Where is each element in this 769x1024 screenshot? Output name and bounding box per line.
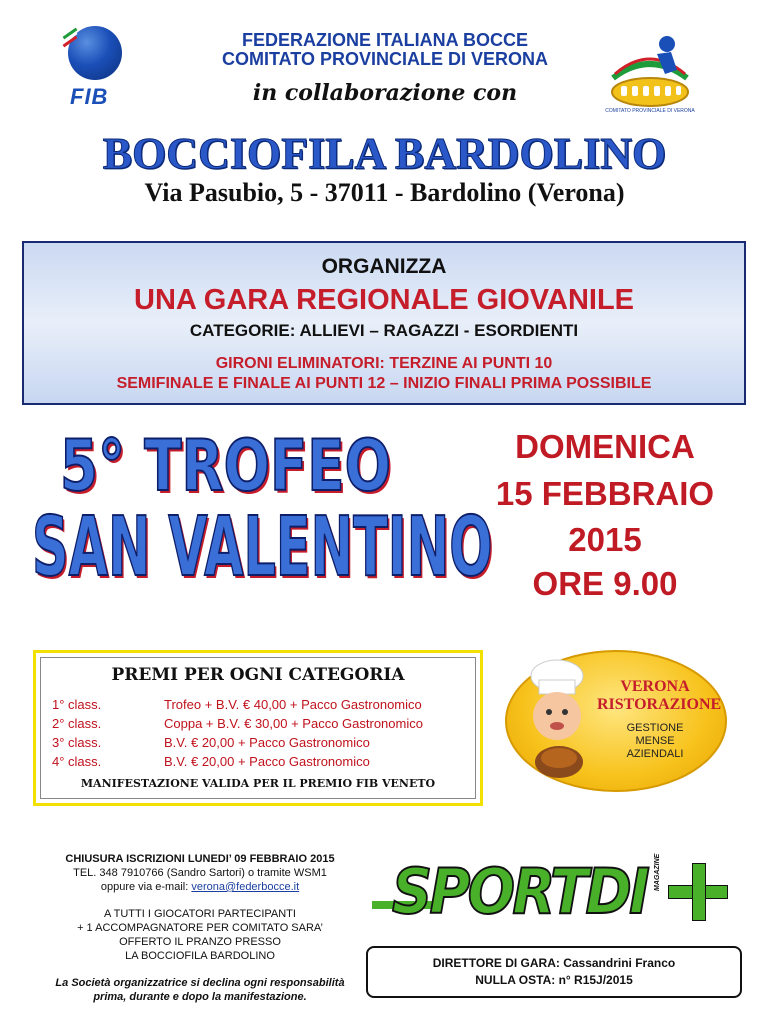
comitato-logo-caption: COMITATO PROVINCIALE DI VERONA: [605, 108, 695, 114]
email-link[interactable]: verona@federbocce.it: [191, 881, 300, 893]
club-name: BOCCIOFILA BARDOLINO: [102, 129, 667, 178]
nulla-osta-line: NULLA OSTA: n° R15J/2015: [475, 973, 633, 987]
sponsor-line4: MENSE: [635, 735, 675, 747]
direttore-line: DIRETTORE DI GARA: Cassandrini Franco: [432, 956, 676, 970]
date-day: DOMENICA: [515, 428, 695, 465]
event-title: UNA GARA REGIONALE GIOVANILE: [134, 284, 634, 316]
categories-text: CATEGORIE: ALLIEVI – RAGAZZI - ESORDIENTI: [189, 321, 579, 340]
date-year: 2015: [568, 521, 642, 558]
rule-gironi: GIRONI ELIMINATORI: TERZINE AI PUNTI 10: [215, 355, 553, 372]
sportdi-logo: [372, 853, 732, 928]
prize-class: 1° class.: [52, 697, 102, 712]
fib-logo-text: FIB: [70, 84, 109, 109]
prize-row: [52, 754, 370, 769]
prize-class: 3° class.: [52, 735, 102, 750]
prize-text: Trofeo + B.V. € 40,00 + Pacco Gastronomico: [164, 697, 422, 712]
iscrizioni-email-line: [30, 880, 370, 894]
sponsor-line1: VERONA: [620, 678, 690, 695]
iscrizioni-phone: TEL. 348 7910766 (Sandro Sartori) o tramite WSM1: [73, 867, 327, 879]
prize-row: [52, 716, 423, 731]
premi-box: [33, 650, 483, 806]
club-address: Via Pasubio, 5 - 37011 - Bardolino (Verona): [144, 178, 625, 207]
trofeo-line2: SAN VALENTINO: [32, 500, 493, 595]
prize-row: [52, 697, 422, 712]
email-prefix: oppure via e-mail:: [100, 881, 192, 893]
comitato-logo: [605, 30, 695, 115]
prize-row: [52, 735, 370, 750]
sponsor-line3: GESTIONE: [626, 722, 684, 734]
rule-finali: SEMIFINALE E FINALE AI PUNTI 12 – INIZIO FINALI PRIMA POSSIBILE: [116, 375, 652, 392]
date-date: 15 FEBBRAIO: [495, 475, 715, 512]
sponsor-line2: RISTORAZIONE: [597, 696, 722, 713]
plus-vertical-icon: [692, 863, 706, 921]
premi-title: PREMI PER OGNI CATEGORIA: [111, 665, 405, 685]
disclaimer-line1: La Società organizzatrice si declina ogni responsabilità: [55, 977, 345, 989]
pranzo-line1: A TUTTI I GIOCATORI PARTECIPANTI: [104, 908, 296, 920]
sponsor-line5: AZIENDALI: [626, 748, 684, 760]
disclaimer-line2: prima, durante e dopo la manifestazione.: [93, 991, 307, 1003]
pranzo-line2: + 1 ACCOMPAGNATORE PER COMITATO SARA’: [77, 922, 323, 934]
prize-class: 2° class.: [52, 716, 102, 731]
pranzo-line3: OFFERTO IL PRANZO PRESSO: [119, 936, 281, 948]
pranzo-line4: LA BOCCIOFILA BARDOLINO: [125, 950, 275, 962]
prize-text: Coppa + B.V. € 30,00 + Pacco Gastronomico: [164, 716, 423, 731]
direttore-box: [366, 946, 742, 998]
verona-ristorazione-logo: [505, 650, 723, 788]
organizza-box: [22, 241, 746, 405]
organizza-heading: ORGANIZZA: [321, 255, 447, 278]
federation-line2: COMITATO PROVINCIALE DI VERONA: [221, 49, 548, 69]
arena-bocce-icon: [605, 30, 695, 115]
prize-class: 4° class.: [52, 754, 102, 769]
premi-footer: MANIFESTAZIONE VALIDA PER IL PREMIO FIB VENETO: [80, 777, 436, 790]
trofeo-line1: 5° TROFEO: [60, 425, 392, 507]
magazine-label: MAGAZINE: [654, 853, 661, 891]
date-time: ORE 9.00: [532, 565, 678, 602]
iscrizioni-closing: CHIUSURA ISCRIZIONI LUNEDI’ 09 FEBBRAIO 2015: [65, 853, 335, 865]
sportdi-text: SPORTDI: [392, 855, 648, 928]
federation-line1: FEDERAZIONE ITALIANA BOCCE: [242, 30, 528, 50]
fib-logo: [60, 24, 126, 110]
collaboration-text: in collaborazione con: [252, 80, 518, 106]
chef-baby-icon: [515, 654, 595, 784]
prize-text: B.V. € 20,00 + Pacco Gastronomico: [164, 735, 370, 750]
prize-text: B.V. € 20,00 + Pacco Gastronomico: [164, 754, 370, 769]
